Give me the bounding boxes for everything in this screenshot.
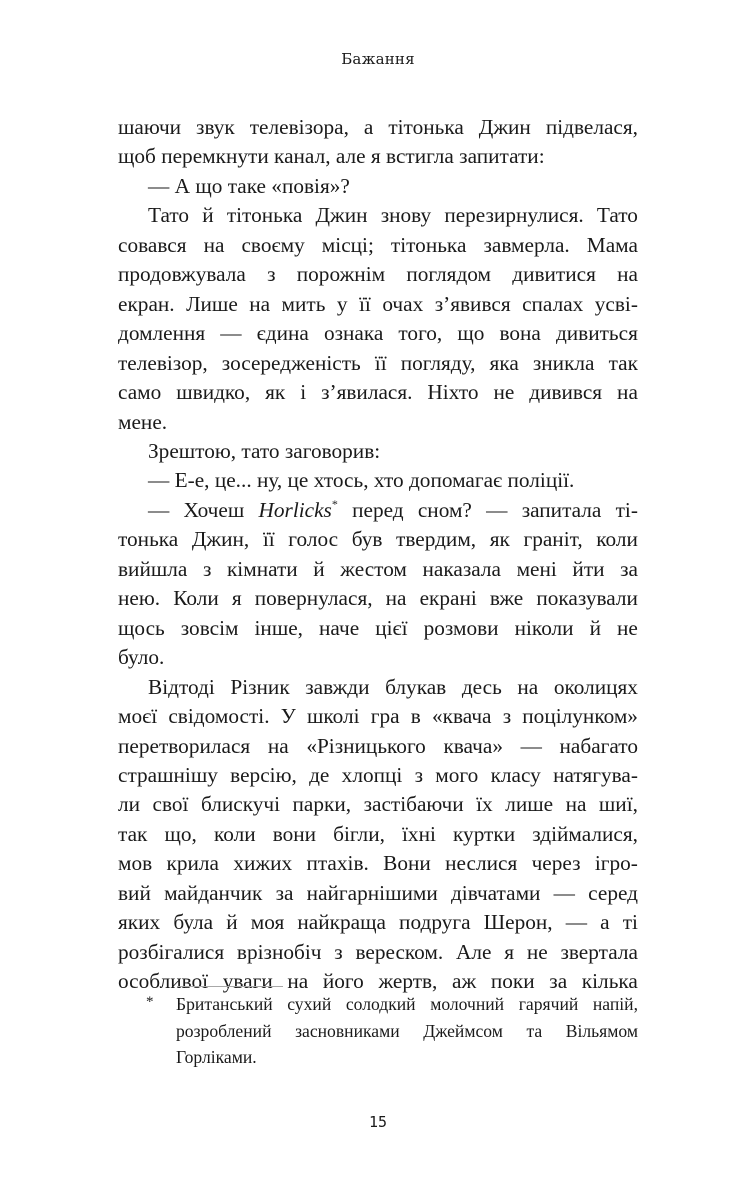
word: з’явилася. [321,380,413,405]
word: вони [272,821,317,846]
word: Вільямом [565,1020,638,1041]
word: здіймалися, [532,821,638,846]
word: майданчик [164,880,263,905]
footnote [146,991,638,1071]
word: так [118,821,148,846]
body-line: — Е-е, це... ну, це хтось, хто допомагає поліції. [148,468,575,493]
word: повернулася, [254,586,373,611]
word: коли [596,527,638,552]
word: неслися [445,851,518,876]
word: вона [499,321,541,346]
word: Вони [383,851,431,876]
word: за [620,556,638,581]
word: врізнобіч [236,939,322,964]
running-header: Бажання [341,50,415,68]
word: зосередженість [221,350,361,375]
word: вже [489,586,524,611]
word: й [313,556,325,581]
word: поглядом [406,262,492,287]
word: особливої [118,969,209,994]
body-line: щоб перемкнути канал, але я встигла запитати: [118,144,545,169]
word: інше, [254,615,303,640]
word: так [608,350,638,375]
word: — [553,880,575,905]
footnote-line: Горліками. [176,1047,257,1067]
word: сном? [417,497,472,522]
footnote-marker: * [146,994,154,1010]
word: звук [196,115,235,139]
body-line: — А що таке «повія»? [148,173,350,198]
word: з [202,556,212,581]
word: з [502,704,512,729]
word: Коли [173,586,219,611]
word: напій, [592,994,638,1014]
word: застібаючи [363,792,464,817]
body-line [118,790,638,819]
word: домлення [118,321,206,346]
word: розбігалися [118,939,225,964]
word: шиї, [598,792,638,817]
body-line [118,879,638,908]
word: як [265,380,286,405]
word: був [351,527,383,552]
word: розмови [423,615,499,640]
word: з [334,939,343,964]
word: голос [288,527,339,552]
word: й [226,910,238,935]
word: єдина [256,321,309,346]
word: Різник [230,674,290,699]
word: показували [536,586,638,611]
word: блискучі [200,792,281,817]
word: — [220,321,242,346]
word: очах [382,291,424,316]
body-line: мене. [118,409,168,434]
word: ли [118,792,141,817]
word: через [531,851,581,876]
word: граніт, [523,527,583,552]
word: яких [118,910,161,935]
word: тітонька [388,115,464,139]
word: її [374,350,387,375]
word: поцілунком» [522,704,638,729]
word: звертала [560,939,638,964]
word: свої [152,792,189,817]
word: на [287,969,309,994]
word: її [359,291,371,316]
body-line [118,349,638,378]
word: їхні [402,821,436,846]
word: на [517,674,539,699]
word: поки [490,969,535,994]
word: екран. [118,291,175,316]
footnote-reference[interactable]: * [331,496,338,511]
word: набагато [559,733,638,758]
word: твердим, [396,527,477,552]
word: ігро- [594,851,638,876]
word: на [617,262,638,287]
word: у [336,291,348,316]
word: найкраща [297,910,386,935]
word: цієї [375,615,408,640]
word: Джин [478,115,531,139]
word: йти [572,556,605,581]
word: натягува- [553,762,638,787]
word: завжди [305,674,370,699]
word: блукав [385,674,447,699]
word: наказала [422,556,501,581]
word: У [280,704,296,729]
body-line [118,761,638,790]
word: перезирнулися. [444,203,584,228]
word: моя [250,910,285,935]
word: бігли, [333,821,385,846]
word: з’явився [434,291,511,316]
word: подруга [399,910,471,935]
word: хлопці [341,762,403,787]
word: Джеймсом [423,1020,503,1041]
word: яка [489,350,519,375]
word: а [363,115,374,139]
word: погляду, [400,350,476,375]
word: і [300,380,307,405]
word: Але [456,939,492,964]
brand-term [259,496,338,525]
word: ті [622,910,638,935]
footnote-divider [177,986,283,987]
word: засновниками [295,1020,400,1041]
word: шаючи [118,115,182,139]
word: не [526,939,548,964]
body-line: Зрештою, тато заговорив: [148,438,381,463]
body-line: було. [118,645,165,670]
brand-name: Horlicks [258,497,332,522]
word: гра [370,704,400,729]
word: солодкий [345,994,416,1014]
footnote-line [176,991,638,1018]
word: мені [516,556,557,581]
word: Шерон, [483,910,553,935]
word: само [118,380,162,405]
word: на [267,733,289,758]
body-line [118,732,638,761]
word: тітонька [390,232,467,257]
page-number: 15 [368,1113,388,1131]
body-line [118,290,638,319]
word: «квача [431,704,492,729]
body-line [118,496,638,525]
body-line [118,673,638,702]
word: зовсім [180,615,239,640]
word: кілька [581,969,638,994]
word: хижих [233,851,293,876]
body-line [118,908,638,937]
body-line [118,584,638,613]
body-line [118,702,638,731]
word: дивитися [512,262,596,287]
word: та [526,1020,543,1041]
word: де [309,762,330,787]
body-line [118,555,638,584]
word: тонька [118,527,179,552]
word: його [322,969,364,994]
word: совався [118,232,187,257]
word: щось [118,615,165,640]
word: «Різницького [306,733,426,758]
word: Мама [586,232,638,257]
word: мов [118,851,153,876]
body-text [118,113,638,997]
word: що, [164,821,197,846]
word: школі [306,704,360,729]
word: жестом [340,556,407,581]
word: Лише [186,291,238,316]
word: її [262,527,275,552]
word: птахів. [306,851,369,876]
word: крила [166,851,219,876]
body-line [118,201,638,230]
word: в [410,704,421,729]
word: й [202,203,214,228]
word: класу [490,762,541,787]
word: продовжувала [118,262,246,287]
word: ознака [323,321,384,346]
word: з [267,262,276,287]
word: перед [352,497,404,522]
word: я [504,939,515,964]
word: своєму [241,232,305,257]
word: версію, [230,762,297,787]
word: не [493,380,515,405]
word: з [414,762,424,787]
word: молочний [430,994,505,1014]
word: на [565,792,587,817]
word: знову [380,203,432,228]
word: куртки [453,821,516,846]
word: запитала [521,497,602,522]
word: телевізор, [118,350,208,375]
word: завмерла. [483,232,570,257]
word: вереском. [355,939,444,964]
word: найгарнішими [306,880,438,905]
word: моєї [118,704,158,729]
word: не [617,615,638,640]
word: — [148,497,170,522]
word: десь [461,674,502,699]
word: спалах [522,291,584,316]
word: ті- [615,497,638,522]
word: й [589,615,602,640]
word: квача» [443,733,503,758]
word: — [486,497,508,522]
footnote-line [176,1018,638,1045]
footnote-text [176,991,638,1071]
word: ніколи [514,615,574,640]
word: Тато [596,203,638,228]
word: я [231,586,242,611]
word: кімнати [226,556,298,581]
word: свідомості. [168,704,270,729]
word: лише [505,792,554,817]
word: екрані [419,586,477,611]
body-line [118,614,638,643]
body-line [118,938,638,967]
word: на [203,232,225,257]
word: дивився [529,380,603,405]
word: що [457,321,485,346]
word: нею. [118,586,161,611]
word: Британський [176,994,273,1014]
word: — [520,733,542,758]
word: на [249,291,271,316]
body-line [118,113,638,142]
word: зникла [532,350,595,375]
body-line [118,849,638,878]
word: перетворилася [118,733,251,758]
word: Відтоді [148,674,215,699]
body-line [118,525,638,554]
word: вий [118,880,151,905]
word: на [385,586,407,611]
word: Джин [315,203,368,228]
word: мого [435,762,479,787]
word: за [549,969,568,994]
word: уваги [222,969,273,994]
word: Хочеш [183,497,245,522]
word: околицях [553,674,638,699]
word: Тато [148,203,190,228]
word: наче [319,615,360,640]
word: за [275,880,294,905]
word: підвелася, [545,115,638,139]
body-line [118,378,638,407]
word: усві- [594,291,638,316]
word: сухий [287,994,332,1014]
word: була [173,910,214,935]
word: Ніхто [427,380,479,405]
word: дивиться [555,321,638,346]
word: а [600,910,610,935]
word: місці; [321,232,374,257]
word: телевізора, [249,115,349,139]
word: того, [398,321,443,346]
word: вийшла [118,556,188,581]
word: на [617,380,638,405]
word: їх [476,792,493,817]
word: розроблений [176,1020,272,1041]
word: жертв, [378,969,438,994]
word: страшнішу [118,762,218,787]
body-line [118,231,638,260]
word: парки, [292,792,352,817]
word: мить [281,291,326,316]
body-line [118,319,638,348]
word: тітонька [226,203,303,228]
word: — [565,910,588,935]
word: швидко, [176,380,251,405]
word: дівчатами [450,880,541,905]
body-line [118,260,638,289]
word: серед [588,880,638,905]
word: як [489,527,510,552]
body-line [118,820,638,849]
word: гарячий [518,994,579,1014]
word: Джин, [191,527,250,552]
word: коли [213,821,256,846]
word: аж [452,969,477,994]
word: порожнім [296,262,386,287]
